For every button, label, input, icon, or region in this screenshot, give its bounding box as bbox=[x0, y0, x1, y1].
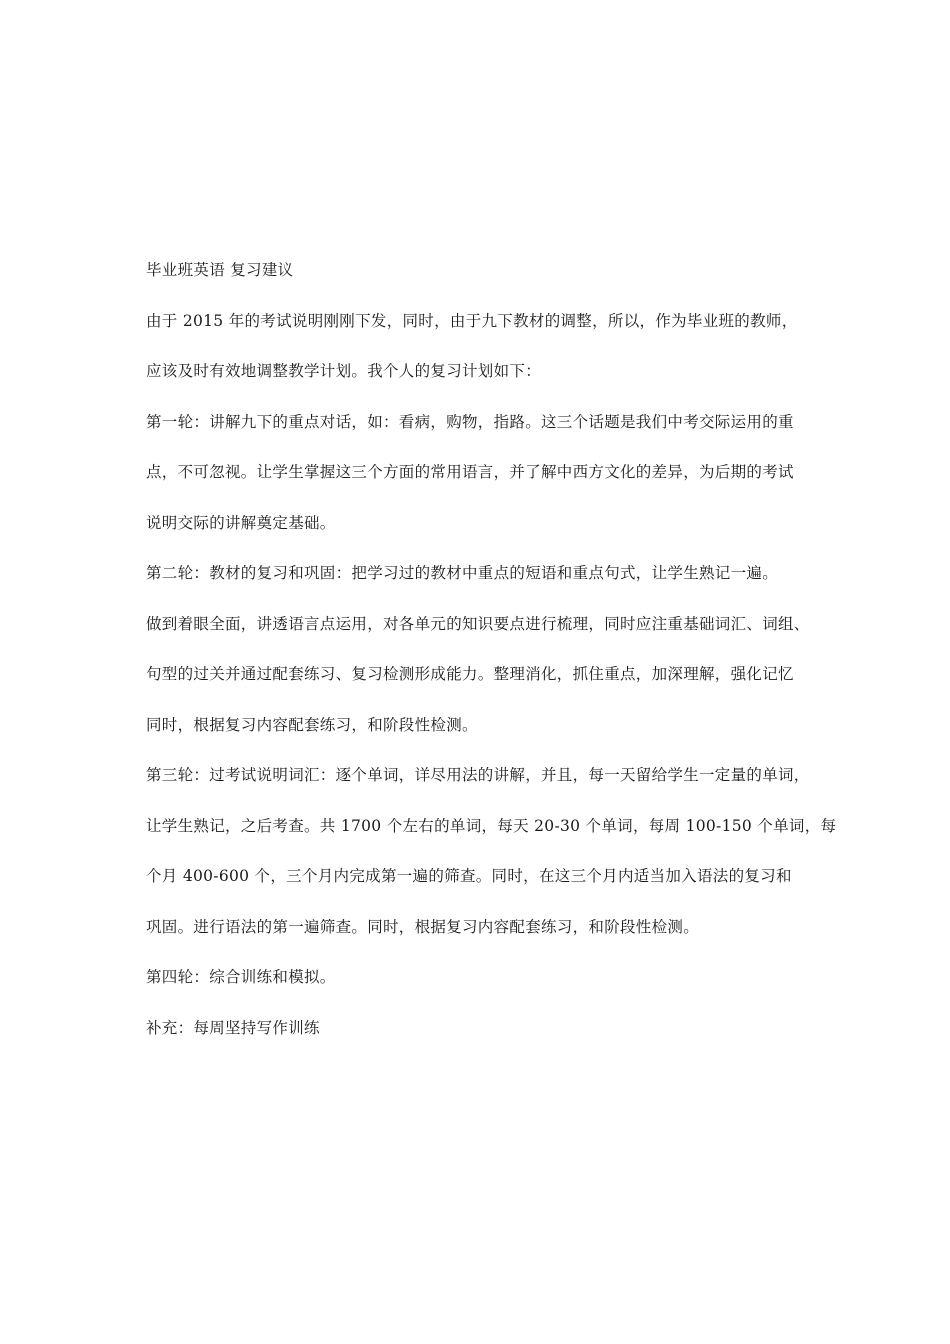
text-line: 个月 400-600 个，三个月内完成第一遍的筛查。同时，在这三个月内适当加入语法的复习和 bbox=[146, 867, 792, 885]
text-line: 巩固。进行语法的第一遍筛查。同时，根据复习内容配套练习，和阶段性检测。 bbox=[146, 917, 700, 936]
text-line: 第一轮：讲解九下的重点对话，如：看病，购物，指路。这三个话题是我们中考交际运用的重 bbox=[146, 412, 794, 431]
text-line: 补充：每周坚持写作训练 bbox=[146, 1018, 320, 1037]
text-line: 说明交际的讲解奠定基础。 bbox=[146, 513, 336, 532]
text-line: 应该及时有效地调整教学计划。我个人的复习计划如下： bbox=[146, 362, 542, 380]
text-line: 由于 2015 年的考试说明刚刚下发，同时，由于九下教材的调整，所以，作为毕业班的教师， bbox=[146, 311, 798, 330]
text-line: 句型的过关并通过配套练习、复习检测形成能力。整理消化，抓住重点，加深理解，强化记忆 bbox=[146, 665, 794, 683]
text-line: 第四轮：综合训练和模拟。 bbox=[146, 968, 336, 986]
text-line: 同时，根据复习内容配套练习，和阶段性检测。 bbox=[146, 715, 478, 734]
text-line: 第二轮：教材的复习和巩固：把学习过的教材中重点的短语和重点句式，让学生熟记一遍。 bbox=[146, 564, 779, 582]
text-line: 做到着眼全面，讲透语言点运用，对各单元的知识要点进行梳理，同时应注重基础词汇、词组、 bbox=[146, 614, 810, 633]
text-line: 第三轮：过考试说明词汇：逐个单词，详尽用法的讲解，并且，每一天留给学生一定量的单词， bbox=[146, 766, 810, 784]
document-title: 毕业班英语 复习建议 bbox=[146, 261, 294, 279]
text-line: 让学生熟记，之后考查。共 1700 个左右的单词，每天 20-30 个单词，每周 100-150 个单词，每 bbox=[146, 816, 837, 835]
text-line: 点，不可忽视。让学生掌握这三个方面的常用语言，并了解中西方文化的差异，为后期的考试 bbox=[146, 463, 794, 481]
document-body bbox=[146, 258, 837, 1040]
